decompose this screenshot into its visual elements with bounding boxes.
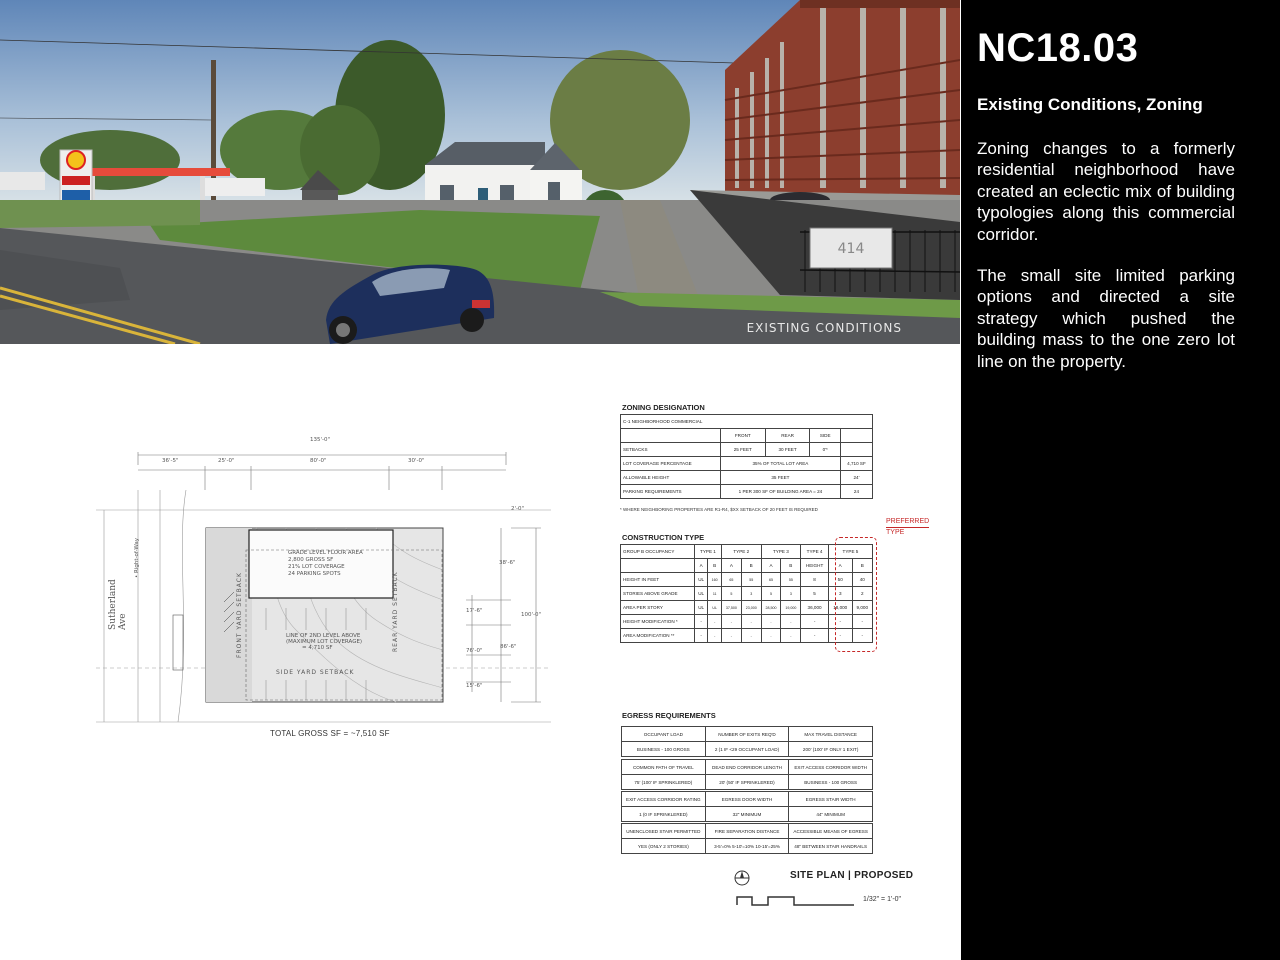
zoning-head-front: FRONT <box>720 429 765 443</box>
ct-cell: - <box>781 615 801 629</box>
ct-cell: - <box>721 615 741 629</box>
front-setback-label: FRONT YARD SETBACK <box>236 572 243 658</box>
ct-sub-3: A <box>721 559 741 573</box>
dim-overall: 135'-0" <box>310 437 331 443</box>
egress-header: MAX TRAVEL DISTANCE <box>789 727 873 742</box>
ct-cell: 5 <box>761 587 781 601</box>
coverage-label: LOT COVERAGE PERCENTAGE <box>621 457 721 471</box>
egress-value: 200' (100' IF ONLY 1 EXIT) <box>789 742 873 757</box>
existing-conditions-label: EXISTING CONDITIONS <box>746 321 902 335</box>
ct-cell: UL <box>708 601 722 615</box>
egress-header: OCCUPANT LOAD <box>622 727 706 742</box>
egress-value: 48" BETWEEN STAIR HANDRAILS <box>789 839 873 854</box>
preferred-type-highlight <box>835 537 877 652</box>
egress-header: DEAD END CORRIDOR LENGTH <box>705 760 789 775</box>
egress-header: COMMON PATH OF TRAVEL <box>622 760 706 775</box>
ct-row-label: STORIES ABOVE GRADE <box>621 587 695 601</box>
description-paragraph-1: Zoning changes to a formerly residential neighborhood have created an eclectic mix of building typologies along this commercial corridor. <box>977 139 1235 244</box>
site-plan-drawing <box>96 430 551 750</box>
egress-table-3 <box>621 791 873 822</box>
setback-rear: 30 FEET <box>765 443 810 457</box>
ct-cell: 28,500 <box>761 601 781 615</box>
scale-bar <box>736 893 856 907</box>
dim-v5: 86'-6" <box>500 644 517 650</box>
preferred-line-2: TYPE <box>886 529 905 536</box>
height-extra: 24' <box>840 471 872 485</box>
ct-cell: 18,000 <box>828 601 852 615</box>
egress-value: 44" MINIMUM <box>789 807 873 822</box>
area-gross: 2,800 GROSS SF <box>288 557 334 563</box>
north-arrow-icon <box>733 869 751 887</box>
ct-head-type5: TYPE 5 <box>828 545 872 559</box>
ct-head-type3: TYPE 3 <box>761 545 801 559</box>
zoning-district: C-1 NEIGHBORHOOD COMMERCIAL <box>621 415 873 429</box>
ct-sub-9: B <box>852 559 872 573</box>
ct-cell: - <box>741 629 761 643</box>
ct-cell: - <box>828 615 852 629</box>
egress-value: 2 (1 IF <29 OCCUPANT LOAD) <box>705 742 789 757</box>
setback-side: 0'* <box>810 443 840 457</box>
ct-cell: 23,000 <box>741 601 761 615</box>
ct-cell: 36,000 <box>801 601 829 615</box>
ct-cell: 3 <box>828 587 852 601</box>
description-paragraph-2: The small site limited parking options and directed a site strategy which pushed the building mass to the one zero lot line on the property. <box>977 266 1235 371</box>
preferred-type-label <box>886 517 929 538</box>
ct-cell: 19,000 <box>781 601 801 615</box>
ct-sub-8: A <box>828 559 852 573</box>
ct-row-label: HEIGHT MODIFICATION * <box>621 615 695 629</box>
coverage-extra: 4,710 SF <box>840 457 872 471</box>
side-setback-label: SIDE YARD SETBACK <box>276 669 355 676</box>
zoning-title: ZONING DESIGNATION <box>622 403 705 412</box>
dim-v4: 76'-0" <box>466 648 483 654</box>
sheet-number: NC18.03 <box>977 26 1139 70</box>
ct-cell: - <box>708 629 722 643</box>
ct-cell: 55 <box>781 573 801 587</box>
area-title: GRADE LEVEL FLOOR AREA <box>288 550 363 556</box>
rear-setback-label: REAR YARD SETBACK <box>392 571 399 652</box>
egress-title: EGRESS REQUIREMENTS <box>622 711 716 720</box>
ct-cell: - <box>781 629 801 643</box>
street-sub: • Right-of-Way <box>134 537 140 578</box>
ct-cell: 11 <box>708 587 722 601</box>
egress-header: NUMBER OF EXITS REQ'D <box>705 727 789 742</box>
ct-head-type4: TYPE 4 <box>801 545 829 559</box>
site-plan-title: SITE PLAN | PROPOSED <box>790 870 914 881</box>
ct-cell: 160 <box>708 573 722 587</box>
ct-cell: 8 <box>801 573 829 587</box>
egress-header: ACCESSIBLE MEANS OF EGRESS <box>789 824 873 839</box>
setback-front: 25 FEET <box>720 443 765 457</box>
ct-sub-6: B <box>781 559 801 573</box>
zoning-head-rear: REAR <box>765 429 810 443</box>
ct-cell: 37,500 <box>721 601 741 615</box>
egress-header: UNENCLOSED STAIR PERMITTED <box>622 824 706 839</box>
ct-cell: 3 <box>781 587 801 601</box>
level2-line-c: = 4,710 SF <box>302 645 333 651</box>
street-name: Sutherland Ave <box>108 579 128 630</box>
egress-table-2 <box>621 759 873 790</box>
egress-value: 3-5'=0% 5-10'=10% 10-15'=25% <box>705 839 789 854</box>
construction-title: CONSTRUCTION TYPE <box>622 533 705 542</box>
dim-v1: 38'-6" <box>499 560 516 566</box>
egress-table-1 <box>621 726 873 757</box>
total-gross-sf: TOTAL GROSS SF = ~7,510 SF <box>270 729 390 738</box>
egress-header: EXIT ACCESS CORRIDOR WIDTH <box>789 760 873 775</box>
egress-value: YES (ONLY 2 STORIES) <box>622 839 706 854</box>
egress-value: 32" MINIMUM <box>705 807 789 822</box>
egress-value: 1 (0 IF SPRINKLERED) <box>622 807 706 822</box>
zoning-head-side: SIDE <box>810 429 840 443</box>
egress-value: 20' (50' IF SPRINKLERED) <box>705 775 789 790</box>
ct-cell: UL <box>694 587 707 601</box>
ct-cell: - <box>828 629 852 643</box>
parking-extra: 24 <box>840 485 872 499</box>
egress-value: 75' (100' IF SPRINKLERED) <box>622 775 706 790</box>
street-photo-illustration <box>0 0 960 344</box>
ct-cell: 65 <box>761 573 781 587</box>
ct-cell: 55 <box>741 573 761 587</box>
ct-cell: UL <box>694 573 707 587</box>
parking-label: PARKING REQUIREMENTS <box>621 485 721 499</box>
ct-cell: 5 <box>721 587 741 601</box>
ct-cell: - <box>708 615 722 629</box>
egress-header: EGRESS STAIR WIDTH <box>789 792 873 807</box>
ct-head-type2: TYPE 2 <box>721 545 761 559</box>
ct-sub-2: B <box>708 559 722 573</box>
ct-cell: UL <box>694 601 707 615</box>
zoning-table <box>620 414 873 499</box>
ct-cell: - <box>694 629 707 643</box>
ct-cell: 40 <box>852 573 872 587</box>
zoning-note: * WHERE NEIGHBORING PROPERTIES ARE R1-R4, $XX SETBACK OF 20 FEET IS REQUIRED <box>620 507 818 512</box>
ct-cell: 3 <box>741 587 761 601</box>
ct-sub-5: A <box>761 559 781 573</box>
ct-cell: - <box>801 629 829 643</box>
ct-sub-0 <box>621 559 695 573</box>
ct-cell: 5 <box>801 587 829 601</box>
ct-cell: - <box>761 629 781 643</box>
dim-2: 25'-0" <box>218 458 235 464</box>
area-coverage: 21% LOT COVERAGE <box>288 564 345 570</box>
ct-cell: - <box>761 615 781 629</box>
ct-cell: 2 <box>852 587 872 601</box>
preferred-line-1: PREFERRED <box>886 517 929 528</box>
setbacks-label: SETBACKS <box>621 443 721 457</box>
dim-4: 30'-0" <box>408 458 425 464</box>
ct-cell: - <box>852 615 872 629</box>
site-plan-linework <box>96 430 551 750</box>
dim-5: 2'-0" <box>511 506 525 512</box>
ct-cell: 65 <box>721 573 741 587</box>
sheet-subtitle: Existing Conditions, Zoning <box>977 95 1203 114</box>
dim-v2: 17'-6" <box>466 608 483 614</box>
level2-line-a: LINE OF 2ND LEVEL ABOVE <box>286 633 361 639</box>
dim-3: 80'-0" <box>310 458 327 464</box>
ct-cell: - <box>741 615 761 629</box>
bank-sign-text: 414 <box>837 241 865 257</box>
ct-sub-4: B <box>741 559 761 573</box>
coverage-value: 35% OF TOTAL LOT AREA <box>720 457 840 471</box>
egress-header: FIRE SEPARATION DISTANCE <box>705 824 789 839</box>
ct-cell: - <box>694 615 707 629</box>
ct-cell: - <box>721 629 741 643</box>
egress-value: BUSINESS - 100 GROSS <box>622 742 706 757</box>
parking-value: 1 PER 300 SF OF BUILDING AREA = 24 <box>720 485 840 499</box>
info-sidebar <box>961 0 1280 960</box>
level2-line-b: (MAXIMUM LOT COVERAGE) <box>286 639 363 645</box>
ct-sub-7: HEIGHT <box>801 559 829 573</box>
existing-conditions-photo <box>0 0 960 344</box>
ct-cell: 50 <box>828 573 852 587</box>
dim-1: 36'-5" <box>162 458 179 464</box>
ct-head-occupancy: GROUP B OCCUPANCY <box>621 545 695 559</box>
site-plan-scale: 1/32" = 1'-0" <box>863 896 902 903</box>
ct-row-label: AREA PER STORY <box>621 601 695 615</box>
dim-v3: 100'-0" <box>521 612 542 618</box>
area-parking: 24 PARKING SPOTS <box>288 571 341 577</box>
dim-v6: 15'-6" <box>466 683 483 689</box>
egress-header: EGRESS DOOR WIDTH <box>705 792 789 807</box>
egress-header: EXIT ACCESS CORRIDOR RATING <box>622 792 706 807</box>
ct-row-label: HEIGHT IN FEET <box>621 573 695 587</box>
egress-value: BUSINESS - 100 GROSS <box>789 775 873 790</box>
ct-row-label: AREA MODIFICATION ** <box>621 629 695 643</box>
ct-cell: 9,000 <box>852 601 872 615</box>
ct-sub-1: A <box>694 559 707 573</box>
ct-head-type1: TYPE 1 <box>694 545 721 559</box>
ct-cell: - <box>801 615 829 629</box>
height-label: ALLOWABLE HEIGHT <box>621 471 721 485</box>
height-value: 35 FEET <box>720 471 840 485</box>
ct-cell: - <box>852 629 872 643</box>
egress-table-4 <box>621 823 873 854</box>
